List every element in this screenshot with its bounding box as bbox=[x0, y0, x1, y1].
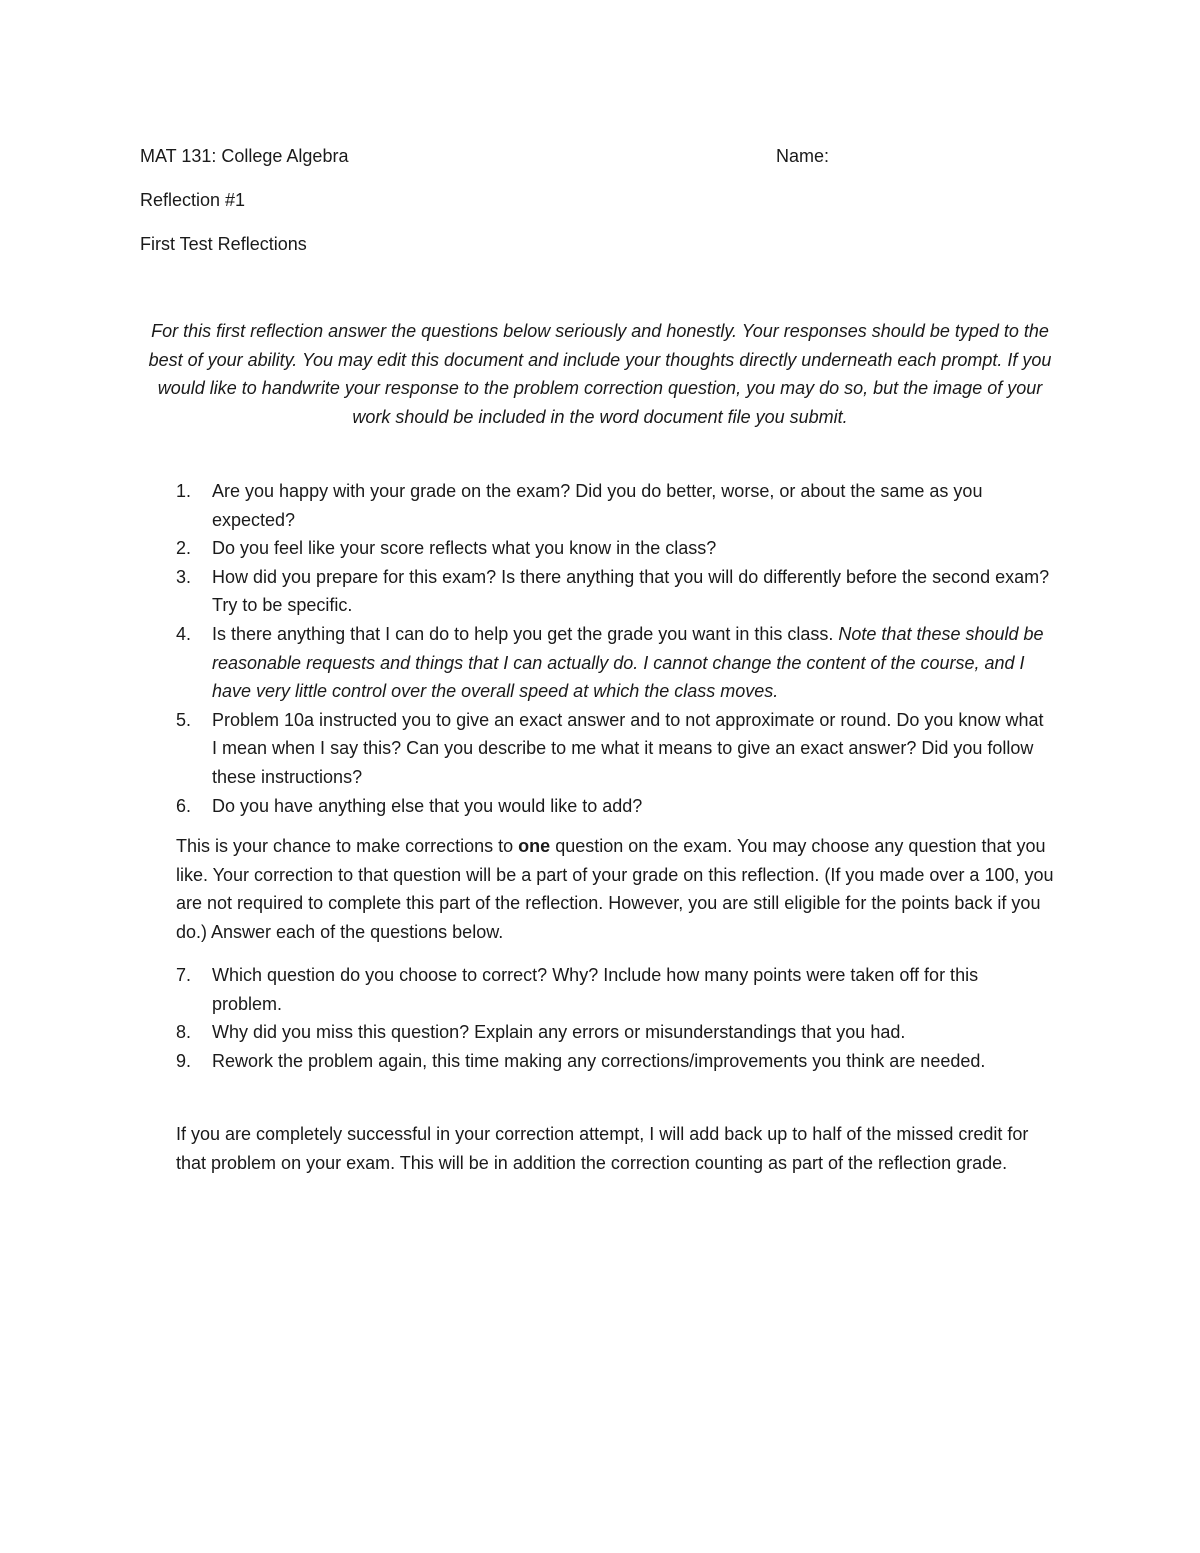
list-item bbox=[0, 534, 1050, 563]
question-list-part2 bbox=[0, 961, 1050, 1075]
correction-emphasis: one bbox=[518, 836, 551, 856]
item-number: 8. bbox=[176, 1022, 192, 1043]
item-text: How did you prepare for this exam? Is there anything that you will do differently before the second exam? Try to be specific. bbox=[212, 566, 1050, 616]
item-number: 5. bbox=[176, 709, 192, 730]
item-text: Is there anything that I can do to help you get the grade you want in this class. bbox=[212, 623, 834, 644]
item-text: Problem 10a instructed you to give an exact answer and to not approximate or round. Do you know what I mean when I say this? Can you describe to me what it means to give an exact answer? Did you follow these instructions? bbox=[212, 709, 1044, 787]
item-number: 4. bbox=[176, 623, 192, 644]
name-label: Name: bbox=[776, 146, 830, 166]
list-item bbox=[0, 1047, 1050, 1076]
correction-paragraph bbox=[176, 832, 1056, 946]
item-note: Note that these should be reasonable requests and things that I can actually do. I cannot change the content of the course, and I have very little control over the overall speed at which the class moves. bbox=[212, 623, 1044, 702]
item-text: Which question do you choose to correct? Why? Include how many points were taken off for this problem. bbox=[212, 965, 979, 1014]
list-item bbox=[0, 792, 1050, 821]
correction-text-before: This is your chance to make corrections to bbox=[176, 836, 514, 856]
course-title: MAT 131: College Algebra bbox=[140, 146, 349, 166]
item-number: 9. bbox=[176, 1050, 192, 1071]
item-number: 1. bbox=[176, 481, 192, 501]
closing-paragraph: If you are completely successful in your correction attempt, I will add back up to half of the missed credit for that problem on your exam. This will be in addition the correction counting as part of the reflection grade. bbox=[176, 1124, 1029, 1173]
list-item bbox=[0, 620, 1050, 706]
intro-instructions: For this first reflection answer the questions below seriously and honestly. Your responses should be typed to the best of your ability. You may edit this document and include your thoughts directly underneath each prompt. If you would like to handwrite your response to the problem correction question, you may do so, but the image of your work should be included in the word document file you submit. bbox=[148, 321, 1052, 427]
item-number: 2. bbox=[176, 538, 192, 559]
document-subtitle: First Test Reflections bbox=[140, 234, 307, 254]
list-item bbox=[0, 563, 1050, 620]
item-number: 3. bbox=[176, 566, 192, 587]
item-text: Are you happy with your grade on the exam? Did you do better, worse, or about the same as you expected? bbox=[212, 481, 983, 530]
list-item bbox=[0, 961, 1050, 1018]
item-text: Do you have anything else that you would like to add? bbox=[212, 795, 643, 816]
item-number: 6. bbox=[176, 795, 192, 816]
item-number: 7. bbox=[176, 965, 192, 985]
item-text: Do you feel like your score reflects what you know in the class? bbox=[212, 538, 717, 559]
list-item bbox=[0, 477, 1050, 534]
list-item bbox=[0, 706, 1050, 792]
correction-text-after: question on the exam. You may choose any question that you like. Your correction to that question will be a part of your grade on this reflection. (If you made over a 100, you are not required to complete this part of the reflection. However, you are still eligible for the points back if you do.) Answer each of the questions below. bbox=[176, 836, 1054, 942]
list-item bbox=[0, 1018, 1050, 1047]
reflection-number: Reflection #1 bbox=[140, 190, 246, 210]
item-text: Why did you miss this question? Explain any errors or misunderstandings that you had. bbox=[212, 1022, 906, 1043]
item-text: Rework the problem again, this time making any corrections/improvements you think are needed. bbox=[212, 1050, 986, 1071]
question-list-part1 bbox=[0, 477, 1050, 820]
